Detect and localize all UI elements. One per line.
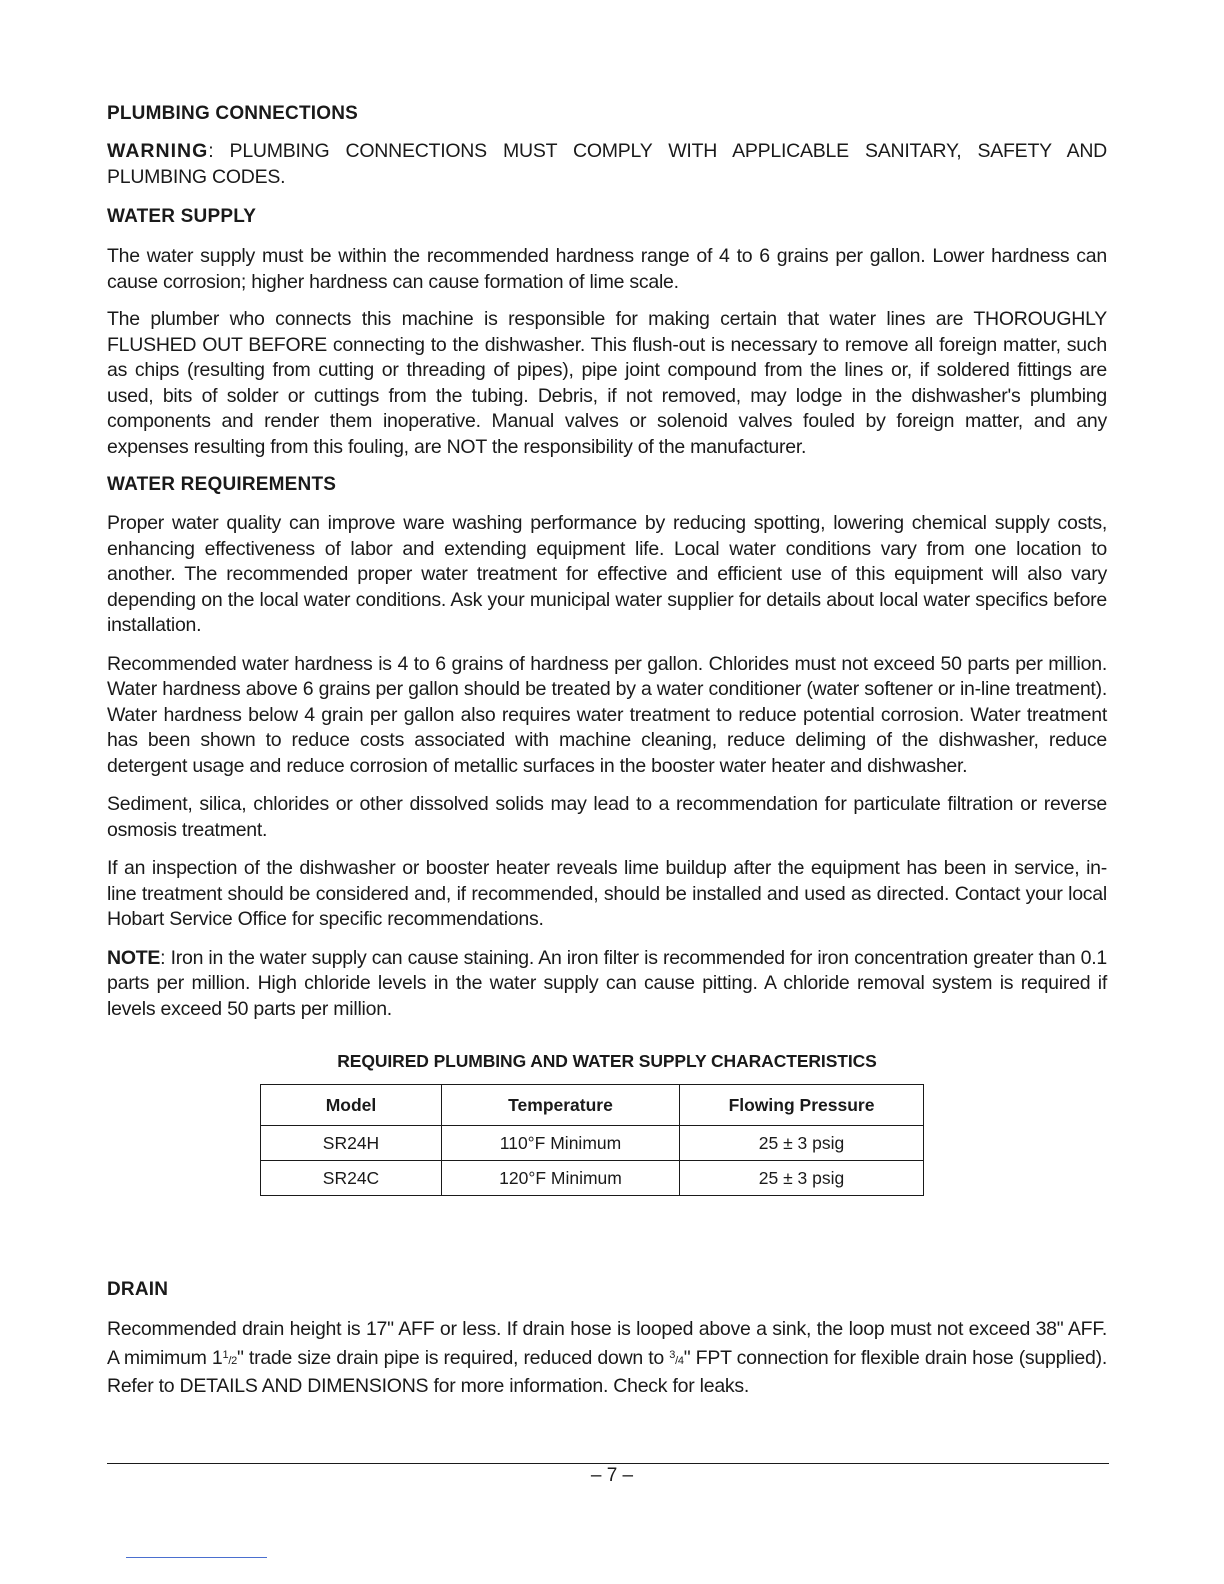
fraction-separator: / — [228, 1354, 232, 1367]
cell-pressure: 25 ± 3 psig — [680, 1161, 924, 1196]
cell-pressure: 25 ± 3 psig — [680, 1126, 924, 1161]
water-requirements-paragraph-4: If an inspection of the dishwasher or booster heater reveals lime buildup after the equipment has been in service, in-line treatment should be considered and, if recommended, should be installed and used as directed. Contact your local Hobart Service Office for specific recommendations. — [107, 857, 1107, 930]
document-page — [107, 100, 1107, 1400]
cell-temperature: 110°F Minimum — [442, 1126, 680, 1161]
cell-model: SR24H — [261, 1126, 442, 1161]
water-supply-paragraph-2: The plumber who connects this machine is responsible for making certain that water lines are THOROUGHLY FLUSHED OUT BEFORE connecting to the dishwasher. This flush-out is necessary to remove all foreign matter, such as chips (resulting from cutting or threading of pipes), pipe joint compound from the lines or, if soldered fittings are used, bits of solder or cuttings from the tubing. Debris, if not removed, may lodge in the dishwasher's plumbing components and render them inoperative. Manual valves or solenoid valves fouled by foreign matter, and any expenses resulting from this fouling, are NOT the responsibility of the manufacturer. — [107, 308, 1107, 458]
water-requirements-paragraph-1: Proper water quality can improve ware washing performance by reducing spotting, lowering chemical supply costs, enhancing effectiveness of labor and extending equipment life. Local water conditions vary from one location to another. The recommended proper water treatment for effective and efficient use of this equipment will also vary depending on the local water conditions. Ask your municipal water supplier for details about local water specifics before installation. — [107, 512, 1107, 636]
drain-text-c: " FPT connection for flexible drain hose (supplied). Refer to DETAILS AND DIMENSIONS for more information. Check for leaks. — [107, 1346, 1107, 1397]
water-supply-paragraph-1: The water supply must be within the recommended hardness range of 4 to 6 grains per gallon. Lower hardness can cause corrosion; higher hardness can cause formation of lime scale. — [107, 245, 1107, 293]
fraction-denominator: 2 — [231, 1354, 238, 1367]
fraction-separator: / — [675, 1354, 678, 1367]
heading-drain: DRAIN — [107, 1279, 169, 1300]
cell-model: SR24C — [261, 1161, 442, 1196]
drain-paragraph — [107, 1317, 1107, 1400]
warning-text: : PLUMBING CONNECTIONS MUST COMPLY WITH APPLICABLE SANITARY, SAFETY AND PLUMBING CODES. — [107, 140, 1107, 188]
warning-label: WARNING — [107, 140, 209, 162]
fraction-numerator: 1 — [222, 1348, 229, 1361]
note-paragraph — [107, 946, 1107, 1023]
header-temperature: Temperature — [442, 1085, 680, 1126]
note-label: NOTE — [107, 946, 161, 969]
table-row — [261, 1161, 924, 1196]
page-number: – 7 – — [590, 1465, 634, 1486]
heading-plumbing-connections: PLUMBING CONNECTIONS — [107, 103, 358, 124]
warning-paragraph — [107, 139, 1107, 190]
water-requirements-paragraph-3: Sediment, silica, chlorides or other dissolved solids may lead to a recommendation for particulate filtration or reverse osmosis treatment. — [107, 793, 1107, 841]
drain-text-a: Recommended drain height is 17" AFF or less. If drain hose is looped above a sink, the loop must not exceed 38" AFF. A mimimum 1 — [107, 1318, 1107, 1369]
cell-temperature: 120°F Minimum — [442, 1161, 680, 1196]
header-flowing-pressure: Flowing Pressure — [680, 1085, 924, 1126]
table-header-row — [261, 1085, 924, 1126]
header-model: Model — [261, 1085, 442, 1126]
table-row — [261, 1126, 924, 1161]
fraction-numerator: 3 — [669, 1348, 676, 1361]
drain-text-b: " trade size drain pipe is required, reduced down to — [237, 1346, 670, 1369]
fraction-denominator: 4 — [677, 1354, 684, 1367]
water-requirements-paragraph-2: Recommended water hardness is 4 to 6 grains of hardness per gallon. Chlorides must not exceed 50 parts per million. Water hardness above 6 grains per gallon should be treated by a water conditioner (water softener or in-line treatment). Water hardness below 4 grain per gallon also requires water treatment to reduce potential corrosion. Water treatment has been shown to reduce costs associated with machine cleaning, reduce deliming of the dishwasher, reduce detergent usage and reduce corrosion of metallic surfaces in the booster water heater and dishwasher. — [107, 652, 1107, 777]
footer-divider — [107, 1463, 1109, 1464]
note-text: : Iron in the water supply can cause staining. An iron filter is recommended for iron concentration greater than 0.1 parts per million. High chloride levels in the water supply can cause pitting. A chloride removal system is required if levels exceed 50 parts per million. — [107, 946, 1107, 1020]
link-underline — [126, 1557, 267, 1558]
plumbing-characteristics-table — [260, 1084, 924, 1196]
table-title: REQUIRED PLUMBING AND WATER SUPPLY CHARACTERISTICS — [337, 1051, 877, 1071]
heading-water-requirements: WATER REQUIREMENTS — [107, 474, 337, 495]
heading-water-supply: WATER SUPPLY — [107, 206, 257, 227]
